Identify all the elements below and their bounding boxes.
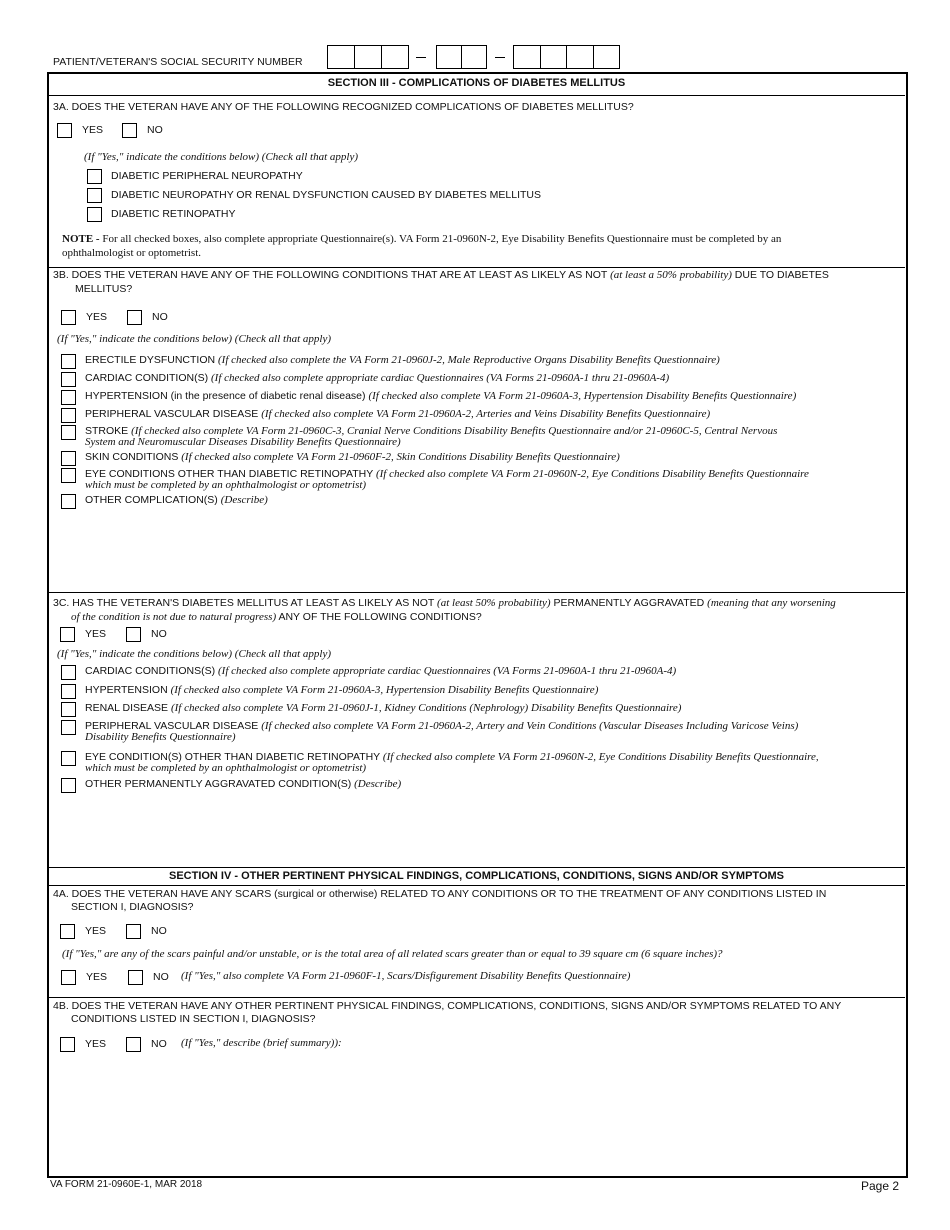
condition-note: (If checked also complete VA Form 21-0960A-3, Hypertension Disability Benefits Questionnaire): [368, 390, 797, 402]
divider: [48, 997, 905, 998]
q3c-no-checkbox[interactable]: [126, 627, 141, 642]
q3c-yes-checkbox[interactable]: [60, 627, 75, 642]
q3b-no-checkbox[interactable]: [127, 310, 142, 325]
condition-checkbox[interactable]: [61, 468, 76, 483]
condition-checkbox[interactable]: [61, 665, 76, 680]
q3a-no-checkbox[interactable]: [122, 123, 137, 138]
condition-text: [85, 703, 895, 714]
condition-text: [85, 495, 895, 506]
q3c-question-italic: (meaning that any worsening: [707, 597, 836, 609]
q4a-no-label: NO: [151, 925, 167, 937]
q4a-yes-checkbox[interactable]: [60, 924, 75, 939]
condition-checkbox[interactable]: [61, 425, 76, 440]
condition-label: CARDIAC CONDITION(S): [85, 372, 211, 384]
condition-text: [85, 409, 895, 420]
condition-text: [85, 721, 895, 743]
q3b-yes-label: YES: [86, 311, 108, 323]
q4b-description-area[interactable]: [58, 1055, 894, 1167]
condition-note: (If checked also complete VA Form 21-0960N-2, Eye Conditions Disability Benefits Questionnaire: [375, 468, 809, 480]
condition-note: Disability Benefits Questionnaire): [85, 731, 236, 743]
divider: [48, 592, 905, 593]
condition-checkbox[interactable]: [61, 372, 76, 387]
q3c-yes-label: YES: [85, 628, 107, 640]
q4a-yes-label: YES: [85, 925, 107, 937]
note-label: NOTE -: [62, 233, 100, 245]
ssn-field-part2[interactable]: [436, 45, 487, 69]
q4a-followup: (If "Yes," are any of the scars painful and/or unstable, or is the total area of all related scars greater than or equal to 39 square cm (6 square inches)?: [62, 948, 723, 960]
q4b-no-label: NO: [151, 1038, 167, 1050]
condition-label: STROKE: [85, 425, 132, 437]
note-text: ophthalmologist or optometrist.: [62, 247, 202, 259]
condition-note: (If checked also complete VA Form 21-0960N-2, Eye Conditions Disability Benefits Questionnaire,: [382, 751, 819, 763]
condition-text: [85, 373, 895, 384]
page-number: Page 2: [861, 1179, 900, 1193]
condition-label: OTHER COMPLICATION(S): [85, 494, 221, 506]
q3a-item-label: DIABETIC PERIPHERAL NEUROPATHY: [111, 170, 303, 182]
q3b-instruction: (If "Yes," indicate the conditions below) (Check all that apply): [57, 333, 332, 345]
condition-text: [85, 779, 895, 790]
q3b-question-text: 3B. DOES THE VETERAN HAVE ANY OF THE FOLLOWING CONDITIONS THAT ARE AT LEAST AS LIKELY AS NOT: [53, 269, 611, 281]
condition-label: HYPERTENSION (in the presence of diabetic renal disease): [85, 390, 369, 402]
condition-note: System and Neuromuscular Diseases Disability Benefits Questionnaire): [85, 436, 401, 448]
q4a-question: [53, 888, 898, 914]
condition-note: (Describe): [220, 494, 268, 506]
q3c-question-text: PERMANENTLY AGGRAVATED: [550, 597, 708, 609]
q3a-no-label: NO: [147, 124, 163, 136]
ssn-label: PATIENT/VETERAN'S SOCIAL SECURITY NUMBER: [53, 56, 303, 68]
condition-checkbox[interactable]: [61, 778, 76, 793]
divider: [48, 95, 905, 96]
condition-text: [85, 469, 895, 491]
q4a-scars-no-checkbox[interactable]: [128, 970, 143, 985]
condition-text: [85, 752, 895, 774]
condition-note: (If checked also complete VA Form 21-0960A-2, Arteries and Veins Disability Benefits Questionnaire): [261, 408, 711, 420]
q3b-question-text: DUE TO DIABETES: [731, 269, 829, 281]
q3b-no-label: NO: [152, 311, 168, 323]
condition-note: (If checked also complete appropriate cardiac Questionnaires (VA Forms 21-0960A-1 thru 21-0960A-4): [211, 372, 670, 384]
condition-label: OTHER PERMANENTLY AGGRAVATED CONDITION(S): [85, 778, 355, 790]
condition-note: which must be completed by an ophthalmologist or optometrist): [85, 762, 367, 774]
condition-text: [85, 452, 895, 463]
q4b-no-checkbox[interactable]: [126, 1037, 141, 1052]
condition-text: [85, 685, 895, 696]
condition-label: EYE CONDITION(S) OTHER THAN DIABETIC RETINOPATHY: [85, 751, 383, 763]
condition-text: [85, 666, 895, 677]
condition-text: [85, 391, 895, 402]
q4b-question-text: 4B. DOES THE VETERAN HAVE ANY OTHER PERTINENT PHYSICAL FINDINGS, COMPLICATIONS, CONDITIONS, SIGNS AND/OR SYMPTOMS RELATED TO ANY: [53, 1000, 842, 1012]
q4a-scars-yes-checkbox[interactable]: [61, 970, 76, 985]
condition-checkbox[interactable]: [61, 451, 76, 466]
q4a-question-text: SECTION I, DIAGNOSIS?: [71, 901, 194, 913]
q3c-no-label: NO: [151, 628, 167, 640]
ssn-field-part3[interactable]: [513, 45, 620, 69]
q3c-question-italic: (at least 50% probability): [437, 597, 551, 609]
q3a-yes-checkbox[interactable]: [57, 123, 72, 138]
condition-text: [85, 426, 895, 448]
condition-checkbox[interactable]: [61, 751, 76, 766]
q3a-question: 3A. DOES THE VETERAN HAVE ANY OF THE FOLLOWING RECOGNIZED COMPLICATIONS OF DIABETES MELLITUS?: [53, 101, 634, 113]
q3c-question-text: ANY OF THE FOLLOWING CONDITIONS?: [276, 611, 482, 623]
condition-label: PERIPHERAL VASCULAR DISEASE: [85, 408, 262, 420]
q4b-describe: (If "Yes," describe (brief summary)):: [181, 1037, 342, 1049]
condition-note: (If checked also complete VA Form 21-0960A-3, Hypertension Disability Benefits Questionnaire): [170, 684, 599, 696]
q4a-scars-yes-label: YES: [86, 971, 108, 983]
condition-checkbox[interactable]: [61, 702, 76, 717]
condition-note: (If checked also complete the VA Form 21-0960J-2, Male Reproductive Organs Disability Benefits Questionnaire): [218, 354, 720, 366]
q3a-note: [62, 232, 897, 260]
condition-note: (If checked also complete VA Form 21-0960A-2, Artery and Vein Conditions (Vascular Diseases Including Varicose Veins): [261, 720, 799, 732]
q3a-yes-label: YES: [82, 124, 104, 136]
divider: [48, 885, 905, 886]
q3a-instruction: (If "Yes," indicate the conditions below) (Check all that apply): [84, 151, 359, 163]
q3c-question: [53, 596, 898, 624]
condition-note: which must be completed by an ophthalmologist or optometrist): [85, 479, 367, 491]
ssn-dash: [416, 57, 426, 58]
section-4-title: SECTION IV - OTHER PERTINENT PHYSICAL FINDINGS, COMPLICATIONS, CONDITIONS, SIGNS AND/OR SYMPTOMS: [168, 870, 785, 882]
q3b-yes-checkbox[interactable]: [61, 310, 76, 325]
form-id: VA FORM 21-0960E-1, MAR 2018: [50, 1179, 203, 1190]
condition-note: (If checked also complete VA Form 21-0960F-2, Skin Conditions Disability Benefits Questionnaire): [181, 451, 620, 463]
condition-label: SKIN CONDITIONS: [85, 451, 182, 463]
condition-label: HYPERTENSION: [85, 684, 171, 696]
q4b-yes-label: YES: [85, 1038, 107, 1050]
q3a-item-label: DIABETIC RETINOPATHY: [111, 208, 236, 220]
q4a-scars-no-label: NO: [153, 971, 169, 983]
q3a-item-checkbox[interactable]: [87, 207, 102, 222]
q3a-item-label: DIABETIC NEUROPATHY OR RENAL DYSFUNCTION CAUSED BY DIABETES MELLITUS: [111, 189, 541, 201]
condition-note: (If checked also complete appropriate cardiac Questionnaires (VA Forms 21-0960A-1 thru 21-0960A-4): [218, 665, 677, 677]
q4a-followup-note: (If "Yes," also complete VA Form 21-0960F-1, Scars/Disfigurement Disability Benefits Questionnaire): [181, 970, 631, 982]
condition-label: CARDIAC CONDITIONS(S): [85, 665, 219, 677]
condition-note: (If checked also complete VA Form 21-0960J-1, Kidney Conditions (Nephrology) Disability Benefits Questionnaire): [170, 702, 682, 714]
q4a-no-checkbox[interactable]: [126, 924, 141, 939]
q3c-instruction: (If "Yes," indicate the conditions below) (Check all that apply): [57, 648, 332, 660]
condition-label: ERECTILE DYSFUNCTION: [85, 354, 219, 366]
condition-checkbox[interactable]: [61, 494, 76, 509]
condition-checkbox[interactable]: [61, 408, 76, 423]
condition-checkbox[interactable]: [61, 684, 76, 699]
q3a-item-checkbox[interactable]: [87, 188, 102, 203]
q4a-question-text: 4A. DOES THE VETERAN HAVE ANY SCARS (surgical or otherwise) RELATED TO ANY CONDITIONS OR TO THE TREATMENT OF ANY CONDITIONS LISTED IN: [53, 888, 827, 900]
q3a-item-checkbox[interactable]: [87, 169, 102, 184]
condition-checkbox[interactable]: [61, 720, 76, 735]
condition-note: (Describe): [354, 778, 402, 790]
divider: [48, 867, 905, 868]
condition-label: EYE CONDITIONS OTHER THAN DIABETIC RETINOPATHY: [85, 468, 376, 480]
section-3-title: SECTION III - COMPLICATIONS OF DIABETES MELLITUS: [327, 77, 626, 89]
q3c-question-text: 3C. HAS THE VETERAN'S DIABETES MELLITUS AT LEAST AS LIKELY AS NOT: [53, 597, 438, 609]
condition-text: [85, 355, 895, 366]
condition-label: PERIPHERAL VASCULAR DISEASE: [85, 720, 262, 732]
q3b-question: [53, 268, 898, 296]
q4b-question: [53, 1000, 898, 1026]
note-text: For all checked boxes, also complete appropriate Questionnaire(s). VA Form 21-0960N-2, Eye Disability Benefits Questionnaire must be completed by an: [99, 233, 782, 245]
condition-label: RENAL DISEASE: [85, 702, 171, 714]
ssn-dash: [495, 57, 505, 58]
q3b-question-italic: (at least a 50% probability): [610, 269, 732, 281]
q4b-yes-checkbox[interactable]: [60, 1037, 75, 1052]
condition-checkbox[interactable]: [61, 354, 76, 369]
condition-note: (If checked also complete VA Form 21-0960C-3, Cranial Nerve Conditions Disability Benefits Questionnaire and/or 21-0960C-5, Central Nervous: [131, 425, 778, 437]
q3b-question-text: MELLITUS?: [75, 283, 133, 295]
ssn-field-part1[interactable]: [327, 45, 409, 69]
condition-checkbox[interactable]: [61, 390, 76, 405]
q3c-question-italic: of the condition is not due to natural progress): [71, 611, 277, 623]
q4b-question-text: CONDITIONS LISTED IN SECTION I, DIAGNOSIS?: [71, 1013, 316, 1025]
